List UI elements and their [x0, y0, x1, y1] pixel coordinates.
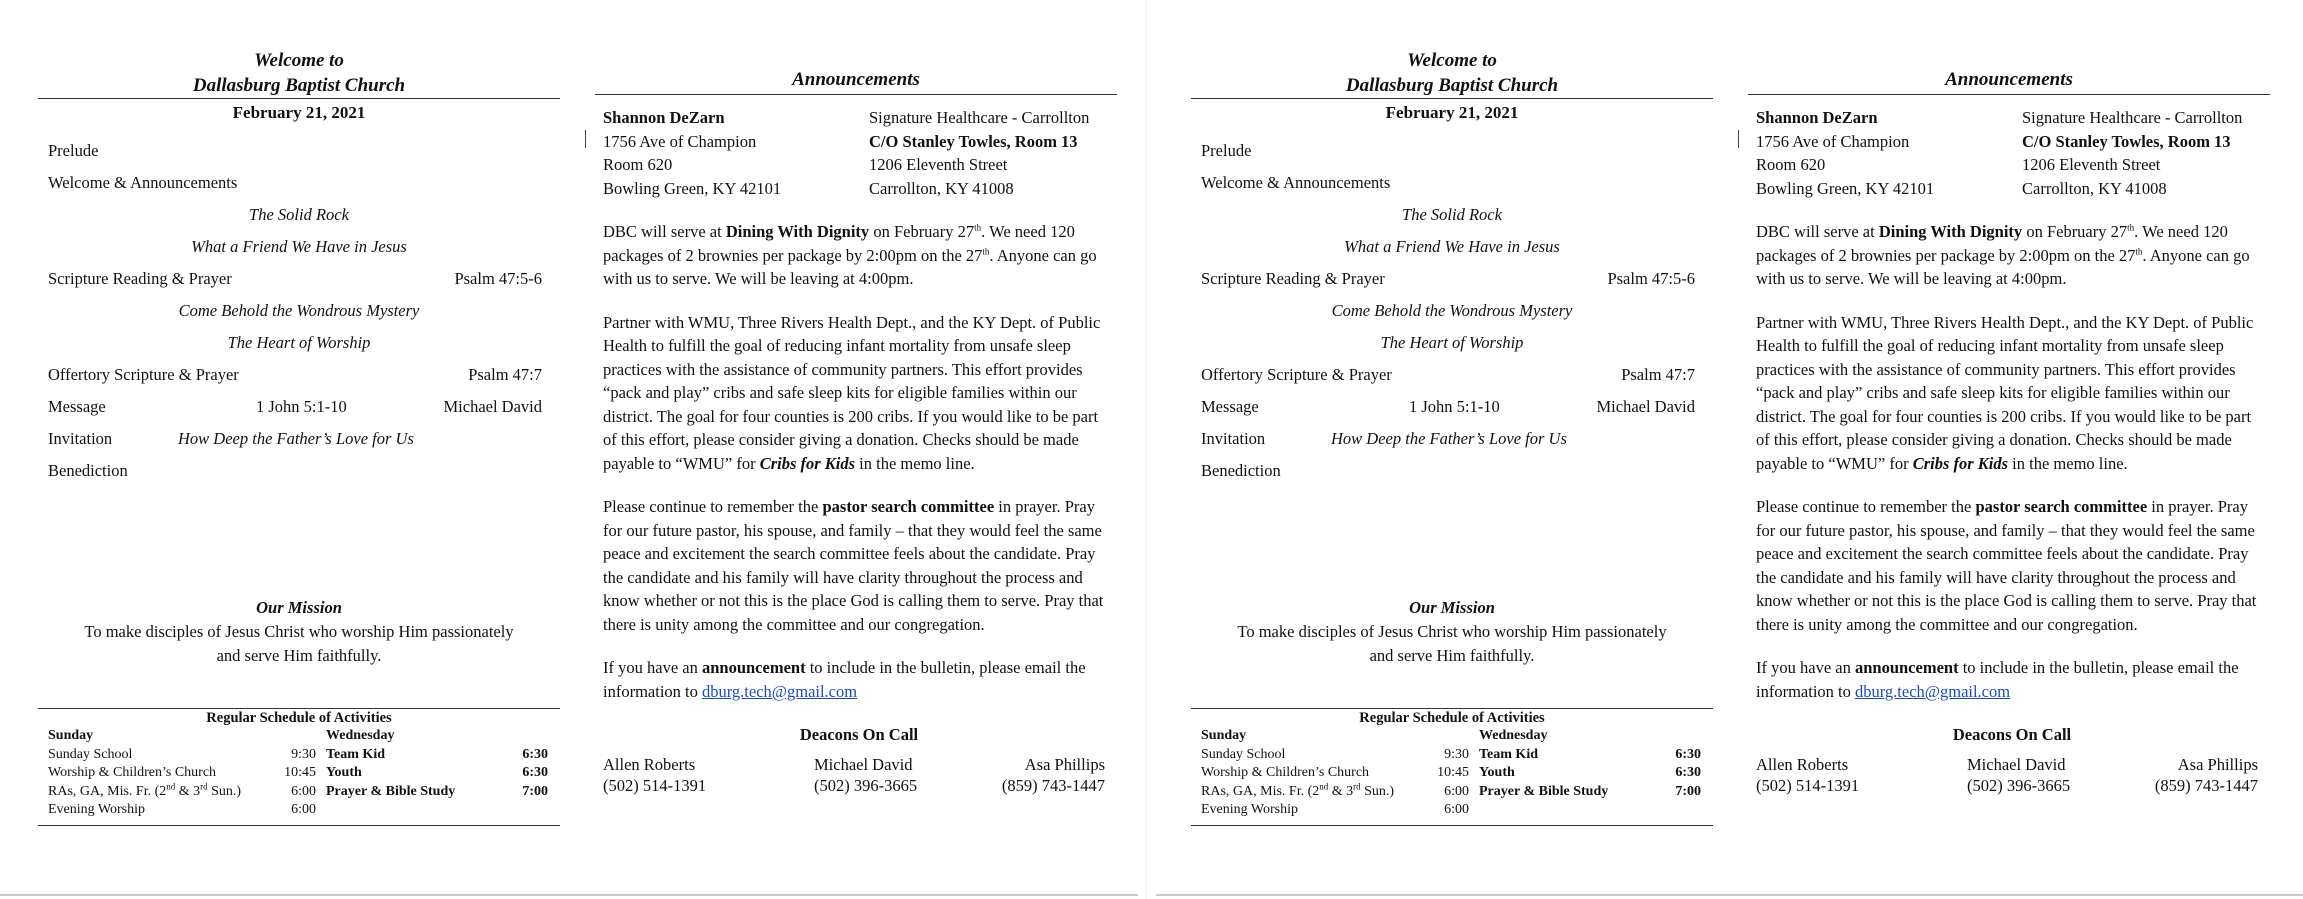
- text-run: . Anyone can go with us to serve. We will be leaving at 4:00pm.: [603, 245, 1097, 288]
- cribs-for-kids-paragraph: [1756, 311, 2268, 476]
- sunday-heading: Sunday: [48, 728, 94, 743]
- order-item-detail: Psalm 47:7: [1621, 365, 1695, 384]
- order-item-label: Welcome & Announcements: [48, 173, 238, 192]
- text-run: Sun.): [207, 783, 242, 799]
- address-line: Signature Healthcare - Carrollton: [869, 108, 1090, 127]
- bulletin-date: February 21, 2021: [1385, 103, 1519, 122]
- order-item-label: Benediction: [48, 461, 128, 480]
- mission-title: Our Mission: [256, 598, 342, 617]
- welcome-line: Welcome to: [254, 50, 344, 71]
- activity-time: 6:00: [291, 802, 316, 817]
- activity-name: Team Kid: [1479, 746, 1538, 762]
- order-item: The Heart of Worship: [227, 333, 371, 352]
- bulletin-date: February 21, 2021: [232, 103, 366, 122]
- ordinal-suffix: rd: [1353, 780, 1361, 791]
- church-name: Dallasburg Baptist Church: [1345, 75, 1559, 96]
- order-item-detail: Psalm 47:5-6: [1607, 269, 1695, 288]
- order-item: What a Friend We Have in Jesus: [191, 237, 407, 256]
- schedule-row: [48, 764, 316, 783]
- order-item: The Solid Rock: [1402, 205, 1502, 224]
- schedule-row: [48, 801, 316, 820]
- deacon-phone: (502) 514-1391: [603, 775, 707, 795]
- address-line: 1756 Ave of Champion: [1756, 131, 1910, 151]
- submit-announcement-paragraph: [1756, 656, 2268, 703]
- address-left: [1756, 106, 1934, 200]
- dining-with-dignity-paragraph: [1756, 220, 2268, 291]
- announcements-title: Announcements: [1748, 68, 2270, 95]
- wednesday-heading: Wednesday: [1479, 728, 1548, 743]
- deacon-name: Asa Phillips: [2177, 754, 2258, 774]
- activity-time: 7:00: [1675, 783, 1701, 799]
- schedule-row: [1201, 801, 1469, 820]
- page-divider: [1146, 0, 1147, 899]
- margin-bar: [1738, 130, 1739, 148]
- activity-name: Worship & Children’s Church: [1201, 765, 1370, 780]
- mission-text-line: To make disciples of Jesus Christ who worship Him passionately: [1237, 622, 1667, 641]
- deacon-phone: (502) 396-3665: [814, 775, 918, 795]
- activity-name: [1201, 780, 1395, 799]
- committee-name: pastor search committee: [1975, 497, 2148, 516]
- deacon-entry: [603, 754, 706, 796]
- sunday-column: [48, 727, 316, 820]
- order-item: Come Behold the Wondrous Mystery: [178, 301, 420, 320]
- address-line: Signature Healthcare - Carrollton: [2022, 108, 2243, 127]
- order-item: [38, 359, 560, 391]
- deacon-entry: [2141, 754, 2258, 796]
- announcements-panel: [1756, 68, 2268, 802]
- pastor-search-paragraph: [603, 495, 1115, 636]
- deacon-name: Allen Roberts: [1756, 754, 1849, 774]
- order-item: [38, 135, 560, 167]
- mission-text-line: and serve Him faithfully.: [1369, 646, 1535, 665]
- activity-name: Evening Worship: [1201, 802, 1298, 817]
- activity-time: 6:00: [291, 783, 316, 799]
- activity-time: 6:30: [522, 765, 548, 780]
- activity-time: 10:45: [1437, 765, 1469, 780]
- mission-title: Our Mission: [1409, 598, 1495, 617]
- ordinal-suffix: th: [2127, 222, 2135, 233]
- schedule-row: [1201, 764, 1469, 783]
- text-run: Partner with WMU, Three Rivers Health Dept., and the KY Dept. of Public Health to fulfill the goal of reducing infant mortality from unsafe sleep practices with the assistance of community partners. This effort provides “pack and play” cribs and safe sleep kits for eligible families within our district. The goal for four counties is 200 cribs. If you would like to be part of this effort, please consider giving a donation. Checks should be made payable to “WMU” for: [1756, 312, 2254, 473]
- text-run: Please continue to remember the: [1756, 497, 1976, 516]
- schedule-bottom-line: [1191, 825, 1713, 826]
- text-run: . We need 120 packages of 2 brownies per package by 2:00pm on the 27: [603, 222, 1075, 265]
- text-run: RAs, GA, Mis. Fr. (2: [48, 783, 167, 799]
- activity-schedule: [1191, 708, 1713, 826]
- divider-line: [38, 98, 560, 99]
- order-item: [38, 263, 560, 295]
- ordinal-suffix: nd: [1319, 780, 1329, 791]
- activity-schedule: [38, 708, 560, 826]
- margin-bar: [585, 130, 586, 148]
- schedule-row: [326, 746, 548, 765]
- ordinal-suffix: th: [2135, 246, 2143, 256]
- deacons-list: [603, 754, 1115, 802]
- activity-name: Team Kid: [326, 746, 385, 762]
- order-item-detail: Michael David: [1596, 397, 1695, 416]
- order-item: What a Friend We Have in Jesus: [1344, 237, 1560, 256]
- order-item: [38, 391, 560, 423]
- schedule-row: [326, 764, 548, 783]
- order-item-label: Prelude: [1201, 141, 1252, 160]
- order-item: Come Behold the Wondrous Mystery: [1331, 301, 1573, 320]
- order-of-service: [1191, 135, 1713, 487]
- order-item: [1191, 167, 1713, 199]
- activity-name: Sunday School: [1201, 746, 1286, 762]
- order-item: [1191, 359, 1713, 391]
- deacon-entry: [1756, 754, 1859, 796]
- wednesday-heading: Wednesday: [326, 728, 395, 743]
- welcome-heading: [1191, 48, 1713, 98]
- deacon-name: Michael David: [814, 754, 913, 774]
- activity-time: 6:30: [1675, 746, 1701, 762]
- deacon-entry: [1967, 754, 2070, 796]
- text-run: Sun.): [1360, 783, 1395, 799]
- ordinal-suffix: rd: [200, 780, 208, 791]
- address-line: 1206 Eleventh Street: [2022, 155, 2161, 174]
- church-name: Dallasburg Baptist Church: [192, 75, 406, 96]
- program-name: Cribs for Kids: [759, 453, 856, 473]
- deacon-name: Allen Roberts: [603, 754, 696, 774]
- schedule-row: [48, 780, 316, 802]
- deacons-title: Deacons On Call: [1952, 725, 2072, 744]
- address-line: Carrollton, KY 41008: [869, 178, 1014, 198]
- order-item-label: Benediction: [1201, 461, 1281, 480]
- order-item: [1191, 391, 1713, 423]
- schedule-bottom-line: [38, 825, 560, 826]
- deacon-phone: (502) 514-1391: [1756, 775, 1860, 795]
- order-item: The Solid Rock: [249, 205, 349, 224]
- activity-name: [48, 780, 242, 799]
- activity-time: 6:00: [1444, 783, 1469, 799]
- order-item-label: Offertory Scripture & Prayer: [1201, 365, 1392, 384]
- address-line: 1756 Ave of Champion: [603, 131, 757, 151]
- text-run: Partner with WMU, Three Rivers Health Dept., and the KY Dept. of Public Health to fulfill the goal of reducing infant mortality from unsafe sleep practices with the assistance of community partners. This effort provides “pack and play” cribs and safe sleep kits for eligible families within our district. The goal for four counties is 200 cribs. If you would like to be part of this effort, please consider giving a donation. Checks should be made payable to “WMU” for: [603, 312, 1101, 473]
- bulletin-page-right: [1153, 0, 2293, 899]
- mailing-addresses: [1756, 106, 2268, 202]
- order-item-label: Prelude: [48, 141, 99, 160]
- mission-text-line: and serve Him faithfully.: [216, 646, 382, 665]
- deacon-phone: (859) 743-1447: [2154, 775, 2258, 795]
- schedule-title: Regular Schedule of Activities: [206, 710, 392, 726]
- schedule-row: [1201, 780, 1469, 802]
- text-run: . We need 120 packages of 2 brownies per package by 2:00pm on the 27: [1756, 222, 2228, 265]
- activity-name: Worship & Children’s Church: [48, 765, 217, 780]
- email-link[interactable]: dburg.tech@gmail.com: [701, 681, 858, 701]
- deacons-list: [1756, 754, 2268, 802]
- schedule-row: [1479, 746, 1701, 765]
- order-item-label: Welcome & Announcements: [1201, 173, 1391, 192]
- activity-name: Prayer & Bible Study: [326, 783, 456, 799]
- mission-statement: [38, 596, 560, 668]
- order-item: [1191, 263, 1713, 295]
- text-run: in the memo line.: [2008, 453, 2128, 473]
- text-run: & 3: [175, 783, 201, 799]
- order-item-hymn: How Deep the Father’s Love for Us: [1331, 429, 1567, 448]
- schedule-title: Regular Schedule of Activities: [1359, 710, 1545, 726]
- order-item-label: Scripture Reading & Prayer: [48, 269, 232, 288]
- event-name: Dining With Dignity: [1878, 222, 2023, 241]
- ordinal-suffix: th: [974, 222, 982, 233]
- activity-time: 9:30: [1444, 746, 1469, 762]
- text-run: If you have an: [1756, 658, 1855, 677]
- order-item-detail: Psalm 47:5-6: [454, 269, 542, 288]
- address-line: Room 620: [1756, 155, 1826, 174]
- wednesday-column: [326, 727, 548, 801]
- deacon-entry: [988, 754, 1105, 796]
- order-item-reference: 1 John 5:1-10: [256, 397, 347, 416]
- mailing-addresses: [603, 106, 1115, 202]
- activity-time: 6:30: [1675, 765, 1701, 780]
- order-item: The Heart of Worship: [1380, 333, 1524, 352]
- order-item-label: Invitation: [1201, 429, 1266, 448]
- address-left: [603, 106, 781, 200]
- dining-with-dignity-paragraph: [603, 220, 1115, 291]
- order-item-label: Invitation: [48, 429, 113, 448]
- activity-time: 10:45: [284, 765, 316, 780]
- schedule-row: [48, 746, 316, 765]
- activity-name: Youth: [1479, 765, 1515, 780]
- event-name: Dining With Dignity: [725, 222, 870, 241]
- deacon-name: Asa Phillips: [1024, 754, 1105, 774]
- address-line: C/O Stanley Towles, Room 13: [2022, 131, 2231, 151]
- cribs-for-kids-paragraph: [603, 311, 1115, 476]
- sunday-heading: Sunday: [1201, 728, 1247, 743]
- order-item-hymn: How Deep the Father’s Love for Us: [178, 429, 414, 448]
- schedule-row: [1201, 746, 1469, 765]
- address-right: [869, 106, 1089, 200]
- text-run: to include in the bulletin, please email the information to: [603, 658, 1086, 701]
- text-run: If you have an: [603, 658, 702, 677]
- order-of-worship-panel: [38, 48, 560, 817]
- email-link[interactable]: dburg.tech@gmail.com: [1854, 681, 2011, 701]
- order-item: [38, 167, 560, 199]
- activity-name: Prayer & Bible Study: [1479, 783, 1609, 799]
- order-of-service: [38, 135, 560, 487]
- wednesday-column: [1479, 727, 1701, 801]
- submit-announcement-paragraph: [603, 656, 1115, 703]
- text-run: Please continue to remember the: [603, 497, 823, 516]
- text-run: on February 27: [2022, 222, 2128, 241]
- bulletin-page-left: [0, 0, 1140, 899]
- address-right: [2022, 106, 2242, 200]
- schedule-row: [326, 783, 548, 802]
- order-item: [38, 455, 560, 487]
- address-line: Room 620: [603, 155, 673, 174]
- order-item: [38, 423, 560, 455]
- address-line: 1206 Eleventh Street: [869, 155, 1008, 174]
- order-of-worship-panel: [1191, 48, 1713, 817]
- mission-statement: [1191, 596, 1713, 668]
- activity-name: Youth: [326, 765, 362, 780]
- announcements-title: Announcements: [595, 68, 1117, 95]
- activity-name: Sunday School: [48, 746, 133, 762]
- schedule-row: [1479, 764, 1701, 783]
- text-run: DBC will serve at: [603, 222, 726, 241]
- sunday-column: [1201, 727, 1469, 820]
- mission-text-line: To make disciples of Jesus Christ who worship Him passionately: [84, 622, 514, 641]
- activity-time: 9:30: [291, 746, 316, 762]
- welcome-heading: [38, 48, 560, 98]
- text-run: RAs, GA, Mis. Fr. (2: [1201, 783, 1320, 799]
- announcements-panel: [603, 68, 1115, 802]
- text-run: . Anyone can go with us to serve. We will be leaving at 4:00pm.: [1756, 245, 2250, 288]
- keyword: announcement: [701, 658, 806, 677]
- activity-time: 6:30: [522, 746, 548, 762]
- ordinal-suffix: th: [982, 246, 990, 256]
- address-line: Carrollton, KY 41008: [2022, 178, 2167, 198]
- order-item-detail: Psalm 47:7: [468, 365, 542, 384]
- text-run: in prayer. Pray for our future pastor, his spouse, and family – that they would feel the same peace and excitement the search committee feels about the candidate. Pray the candidate and his family will have clarity throughout the process and know whether or not this is the place God is calling them to serve. Pray that there is unity among the committee and our congregation.: [603, 497, 1104, 634]
- activity-time: 6:00: [1444, 802, 1469, 817]
- order-item-label: Message: [48, 397, 106, 416]
- address-line: Bowling Green, KY 42101: [603, 178, 782, 198]
- order-item-label: Message: [1201, 397, 1259, 416]
- committee-name: pastor search committee: [822, 497, 995, 516]
- order-item-detail: Michael David: [443, 397, 542, 416]
- address-line: Bowling Green, KY 42101: [1756, 178, 1935, 198]
- text-run: & 3: [1328, 783, 1354, 799]
- deacon-entry: [814, 754, 917, 796]
- deacon-name: Michael David: [1967, 754, 2066, 774]
- text-run: DBC will serve at: [1756, 222, 1879, 241]
- deacons-title: Deacons On Call: [799, 725, 919, 744]
- address-line: Shannon DeZarn: [603, 108, 725, 127]
- deacon-phone: (859) 743-1447: [1001, 775, 1105, 795]
- keyword: announcement: [1854, 658, 1959, 677]
- text-run: on February 27: [869, 222, 975, 241]
- activity-time: 7:00: [522, 783, 548, 799]
- order-item: [1191, 423, 1713, 455]
- pastor-search-paragraph: [1756, 495, 2268, 636]
- order-item-reference: 1 John 5:1-10: [1409, 397, 1500, 416]
- schedule-row: [1479, 783, 1701, 802]
- text-run: in the memo line.: [855, 453, 975, 473]
- activity-name: Evening Worship: [48, 802, 145, 817]
- text-run: in prayer. Pray for our future pastor, his spouse, and family – that they would feel the same peace and excitement the search committee feels about the candidate. Pray the candidate and his family will have clarity throughout the process and know whether or not this is the place God is calling them to serve. Pray that there is unity among the committee and our congregation.: [1756, 497, 2257, 634]
- program-name: Cribs for Kids: [1912, 453, 2009, 473]
- divider-line: [1191, 98, 1713, 99]
- welcome-line: Welcome to: [1407, 50, 1497, 71]
- address-line: Shannon DeZarn: [1756, 108, 1878, 127]
- address-line: C/O Stanley Towles, Room 13: [869, 131, 1078, 151]
- order-item: [1191, 455, 1713, 487]
- order-item-label: Scripture Reading & Prayer: [1201, 269, 1385, 288]
- order-item: [1191, 135, 1713, 167]
- order-item-label: Offertory Scripture & Prayer: [48, 365, 239, 384]
- ordinal-suffix: nd: [166, 780, 176, 791]
- deacon-phone: (502) 396-3665: [1967, 775, 2071, 795]
- text-run: to include in the bulletin, please email the information to: [1756, 658, 2239, 701]
